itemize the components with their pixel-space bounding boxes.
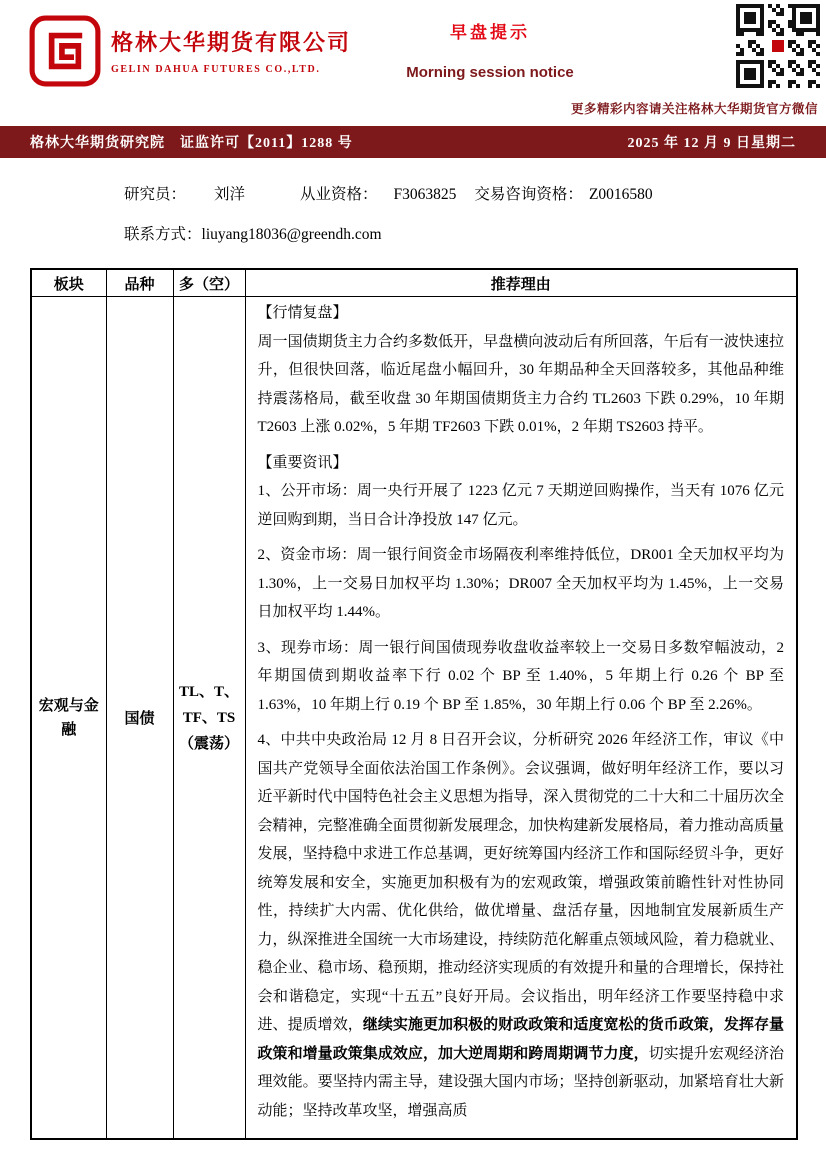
researcher-meta (124, 182, 826, 244)
company-name-en: GELIN DAHUA FUTURES CO.,LTD. (111, 64, 321, 75)
paragraph-cash-bond-market: 3、现券市场：周一银行间国债现券收盘收益率较上一交易日多数窄幅波动，2 年期国债到期收益率下行 0.02 个 BP 至 1.40%，5 年期上行 0.26 个 BP 至 1.63%，10 年期上行 0.19 个 BP 至 1.85%，30 年期上行 0.06 个 BP 至 2.26%。 (257, 639, 784, 713)
researcher-name: 刘洋 (214, 186, 246, 203)
notice-title-en: Morning session notice (406, 64, 574, 81)
page-header (0, 0, 826, 126)
paragraph-open-market: 1、公开市场：周一央行开展了 1223 亿元 7 天期逆回购操作，当天有 1076 亿元逆回购到期，当日合计净投放 147 亿元。 (257, 483, 784, 528)
researcher-label: 研究员： (124, 186, 187, 203)
table-header-row (31, 269, 797, 297)
notice-title-cn: 早盘提示 (450, 23, 530, 42)
section-title-market-review: 【行情复盘】 (257, 305, 348, 321)
politburo-text-normal: 4、中共中央政治局 12 月 8 日召开会议，分析研究 2026 年经济工作，审议《中国共产党领导全面依法治国工作条例》。会议强调，做好明年经济工作，要以习近平新时代中国特色社会主义思想为指导，深入贯彻党的二十大和二十届历次全会精神，完整准确全面贯彻新发展理念，加快构建新发展格局，着力推动高质量发展，坚持稳中求进工作总基调，更好统筹国内经济工作和国际经贸斗争，更好统筹发展和安全，实施更加积极有为的宏观政策，增强政策前瞻性针对性协同性，持续扩大内需、优化供给，做优增量、盘活存量，因地制宜发展新质生产力，纵深推进全国统一大市场建设，持续防范化解重点领域风险，着力稳就业、稳企业、稳市场、稳预期，推动经济实现质的有效提升和量的合理增长，保持社会和谐稳定，实现“十五五”良好开局。会议指出，明年经济工作要坚持稳中求进、提质增效， (257, 732, 784, 1033)
license-date-bar (0, 126, 826, 158)
notice-title-block (392, 18, 588, 81)
wechat-follow-tip: 更多精彩内容请关注格林大华期货官方微信 (570, 102, 818, 116)
practice-number: F3063825 (393, 186, 457, 203)
position-line: TL、T、 (178, 683, 239, 700)
report-date: 2025 年 12 月 9 日星期二 (627, 136, 796, 151)
company-name-cn: 格林大华期货有限公司 (111, 30, 352, 55)
column-header-variety: 品种 (106, 269, 173, 297)
paragraph-market-review: 周一国债期货主力合约多数低开，早盘横向波动后有所回落，午后有一波快速拉升，但很快回落，临近尾盘小幅回升，30 年期品种全天回落较多，其他品种维持震荡格局，截至收盘 30 年期国债期货主力合约 TL2603 下跌 0.29%，10 年期 T2603 上涨 0.02%，5 年期 TF2603 下跌 0.01%，2 年期 TS2603 持平。 (257, 333, 784, 435)
reason-cell (245, 297, 797, 1140)
position-line: （震荡） (178, 735, 239, 752)
column-header-position: 多（空） (173, 269, 245, 297)
paragraph-politburo-meeting (258, 726, 785, 1125)
advisory-label: 交易咨询资格： (474, 186, 583, 203)
contact-email: liuyang18036@greendh.com (201, 226, 382, 243)
column-header-reason: 推荐理由 (245, 269, 797, 297)
contact-label: 联系方式： (124, 226, 202, 243)
company-logo-icon (28, 14, 102, 88)
sector-cell (31, 297, 106, 1140)
table-row (31, 297, 797, 1140)
politburo-text-normal: 切实提升宏观经济治理效能。要坚持内需主导，建设强大国内市场；坚持创新驱动，加紧培育壮大新动能；坚持改革攻坚，增强高质 (257, 1045, 784, 1119)
section-title-key-news: 【重要资讯】 (257, 454, 348, 471)
position-cell (173, 297, 245, 1140)
paragraph-money-market: 2、资金市场：周一银行间资金市场隔夜利率维持低位，DR001 全天加权平均为 1.30%，上一交易日加权平均 1.30%；DR007 全天加权平均为 1.45%，上一交易日加权平均 1.44%。 (257, 547, 784, 620)
researcher-row (124, 182, 826, 204)
company-name-block (111, 14, 351, 75)
sector-text: 宏观与金融 (38, 697, 99, 738)
wechat-qr-code (736, 4, 820, 88)
variety-cell (106, 297, 173, 1140)
institute-license-text: 格林大华期货研究院 证监许可【2011】1288 号 (30, 136, 353, 151)
advisory-number: Z0016580 (588, 186, 653, 203)
recommendation-table (30, 268, 798, 1140)
politburo-text-bold: 继续实施更加积极的财政政策和适度宽松的货币政策，发挥存量政策和增量政策集成效应，加大逆周期和跨周期调节力度， (257, 1017, 784, 1062)
position-line: TF、TS (182, 709, 236, 726)
practice-label: 从业资格： (300, 186, 378, 203)
contact-row (124, 222, 826, 244)
column-header-sector: 板块 (31, 269, 106, 297)
variety-text: 国债 (124, 711, 155, 727)
company-brand (28, 14, 351, 88)
